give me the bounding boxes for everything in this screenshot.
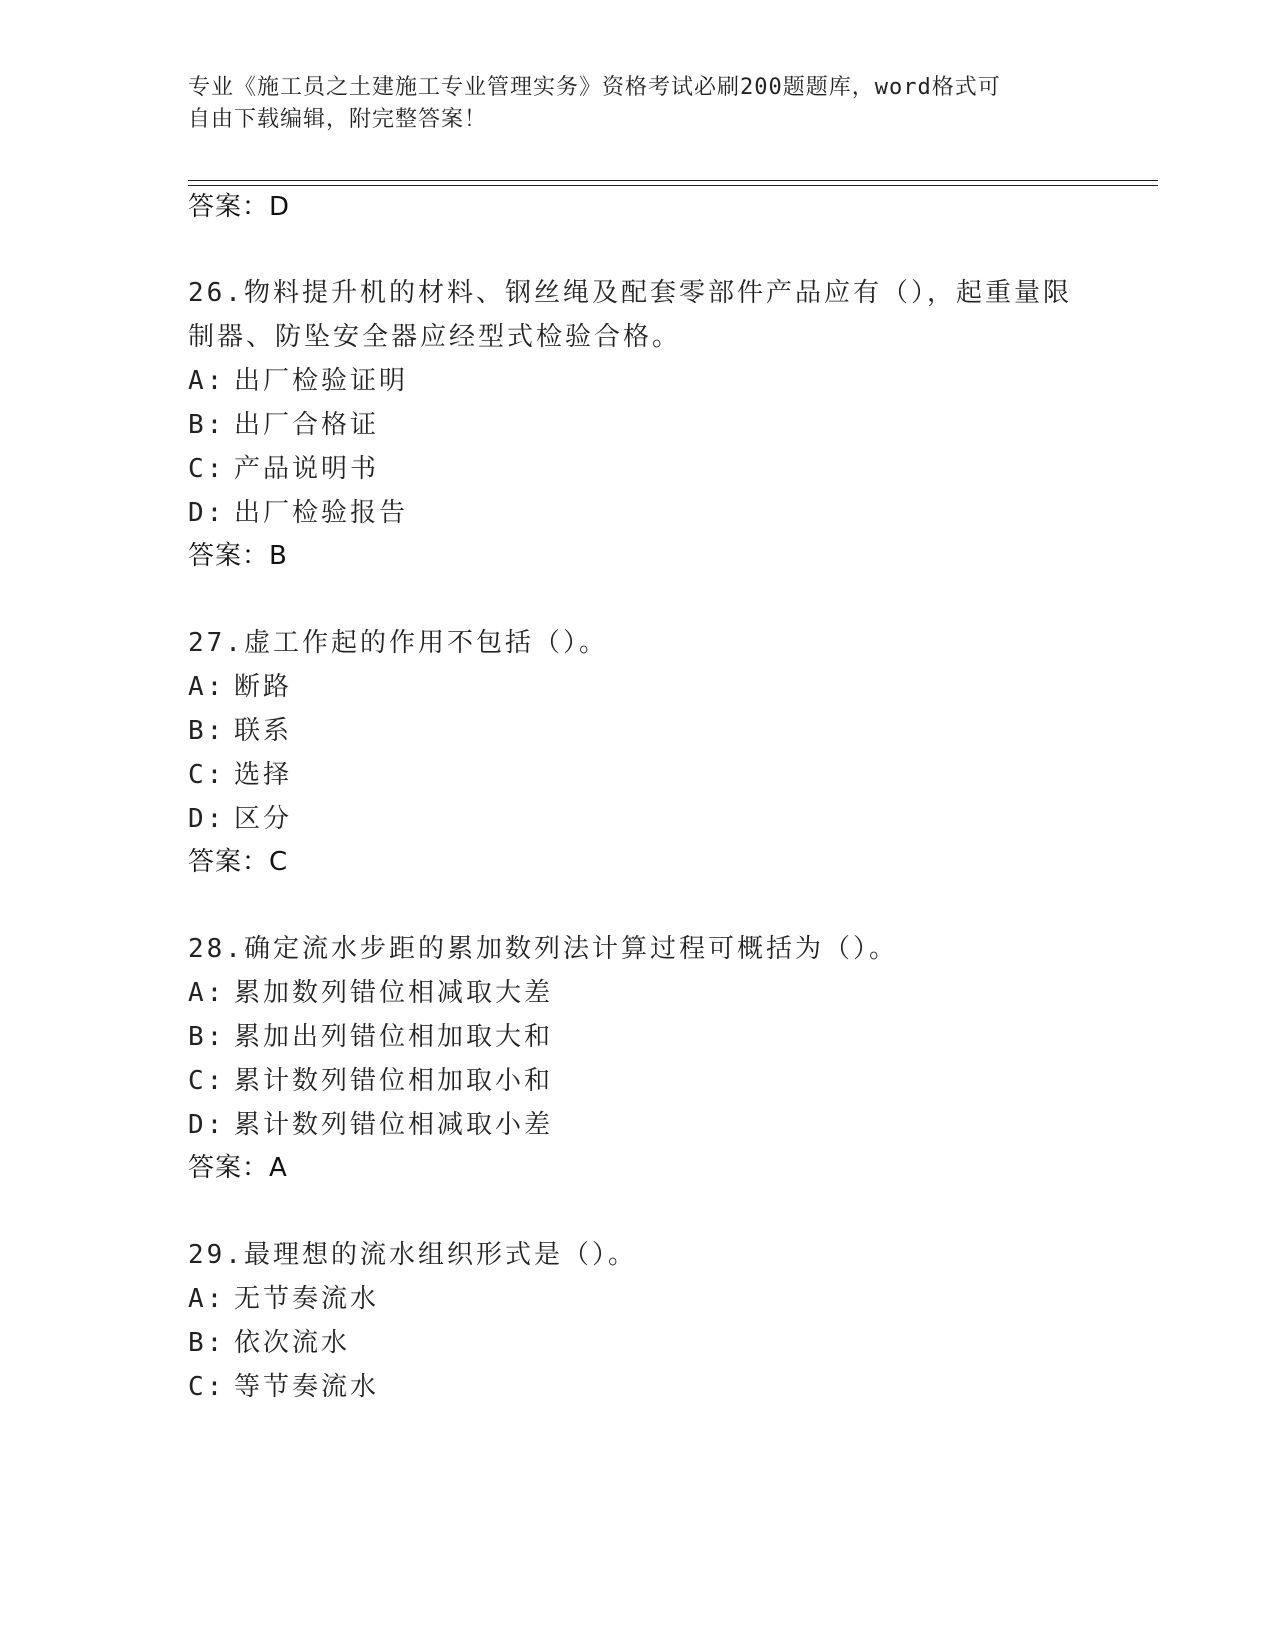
answer-q25: 答案：D	[188, 192, 291, 222]
option-key: A:	[188, 672, 226, 702]
header-title-line-2: 自由下载编辑，附完整答案！	[188, 107, 488, 132]
option-key: A:	[188, 366, 226, 396]
option-text: 联系	[234, 716, 293, 746]
question-29-option-c	[188, 1366, 379, 1403]
header-divider-bottom	[188, 185, 1158, 186]
option-text: 出厂检验证明	[234, 366, 409, 396]
option-key: C:	[188, 1066, 226, 1096]
option-key: D:	[188, 804, 226, 834]
question-28-option-b	[188, 1016, 553, 1053]
option-text: 产品说明书	[234, 454, 380, 484]
option-key: B:	[188, 1022, 226, 1052]
option-key: C:	[188, 760, 226, 790]
question-26-stem-line-1: 26.物料提升机的材料、钢丝绳及配套零部件产品应有（），起重量限	[188, 278, 1072, 308]
option-text: 区分	[234, 804, 293, 834]
question-29-stem-line-1: 29.最理想的流水组织形式是（）。	[188, 1240, 637, 1270]
option-key: B:	[188, 716, 226, 746]
question-28-option-c	[188, 1060, 553, 1097]
question-28-option-a	[188, 972, 553, 1009]
option-text: 选择	[234, 760, 293, 790]
answer-q26: 答案：B	[188, 541, 288, 571]
question-29-option-b	[188, 1322, 350, 1359]
option-key: A:	[188, 1284, 226, 1314]
option-key: B:	[188, 1328, 226, 1358]
question-28-option-d	[188, 1104, 553, 1141]
option-text: 累计数列错位相加取小和	[234, 1066, 554, 1096]
option-key: C:	[188, 454, 226, 484]
option-key: D:	[188, 1110, 226, 1140]
answer-q27: 答案：C	[188, 847, 289, 877]
option-key: D:	[188, 498, 226, 528]
question-26-option-b	[188, 404, 379, 441]
question-27-option-d	[188, 798, 292, 835]
option-text: 累加数列错位相减取大差	[234, 978, 554, 1008]
option-text: 等节奏流水	[234, 1372, 380, 1402]
option-text: 断路	[234, 672, 293, 702]
question-28-stem-line-1: 28.确定流水步距的累加数列法计算过程可概括为（）。	[188, 934, 898, 964]
option-text: 无节奏流水	[234, 1284, 380, 1314]
header-title-line-1: 专业《施工员之土建施工专业管理实务》资格考试必刷200题题库，word格式可	[188, 75, 1001, 100]
question-29-option-a	[188, 1278, 379, 1315]
option-text: 出厂检验报告	[234, 498, 409, 528]
question-27-stem-line-1: 27.虚工作起的作用不包括（）。	[188, 628, 608, 658]
question-26-stem-line-2: 制器、防坠安全器应经型式检验合格。	[188, 322, 682, 352]
option-text: 依次流水	[234, 1328, 351, 1358]
option-text: 出厂合格证	[234, 410, 380, 440]
question-27-option-c	[188, 754, 292, 791]
question-26-option-a	[188, 360, 408, 397]
question-26-option-d	[188, 492, 408, 529]
option-key: C:	[188, 1372, 226, 1402]
question-27-option-b	[188, 710, 292, 747]
option-text: 累计数列错位相减取小差	[234, 1110, 554, 1140]
question-26-option-c	[188, 448, 379, 485]
header-divider-top	[188, 180, 1158, 181]
answer-q28: 答案：A	[188, 1153, 288, 1183]
option-text: 累加出列错位相加取大和	[234, 1022, 554, 1052]
question-27-option-a	[188, 666, 292, 703]
option-key: A:	[188, 978, 226, 1008]
option-key: B:	[188, 410, 226, 440]
page-header	[188, 72, 1088, 136]
